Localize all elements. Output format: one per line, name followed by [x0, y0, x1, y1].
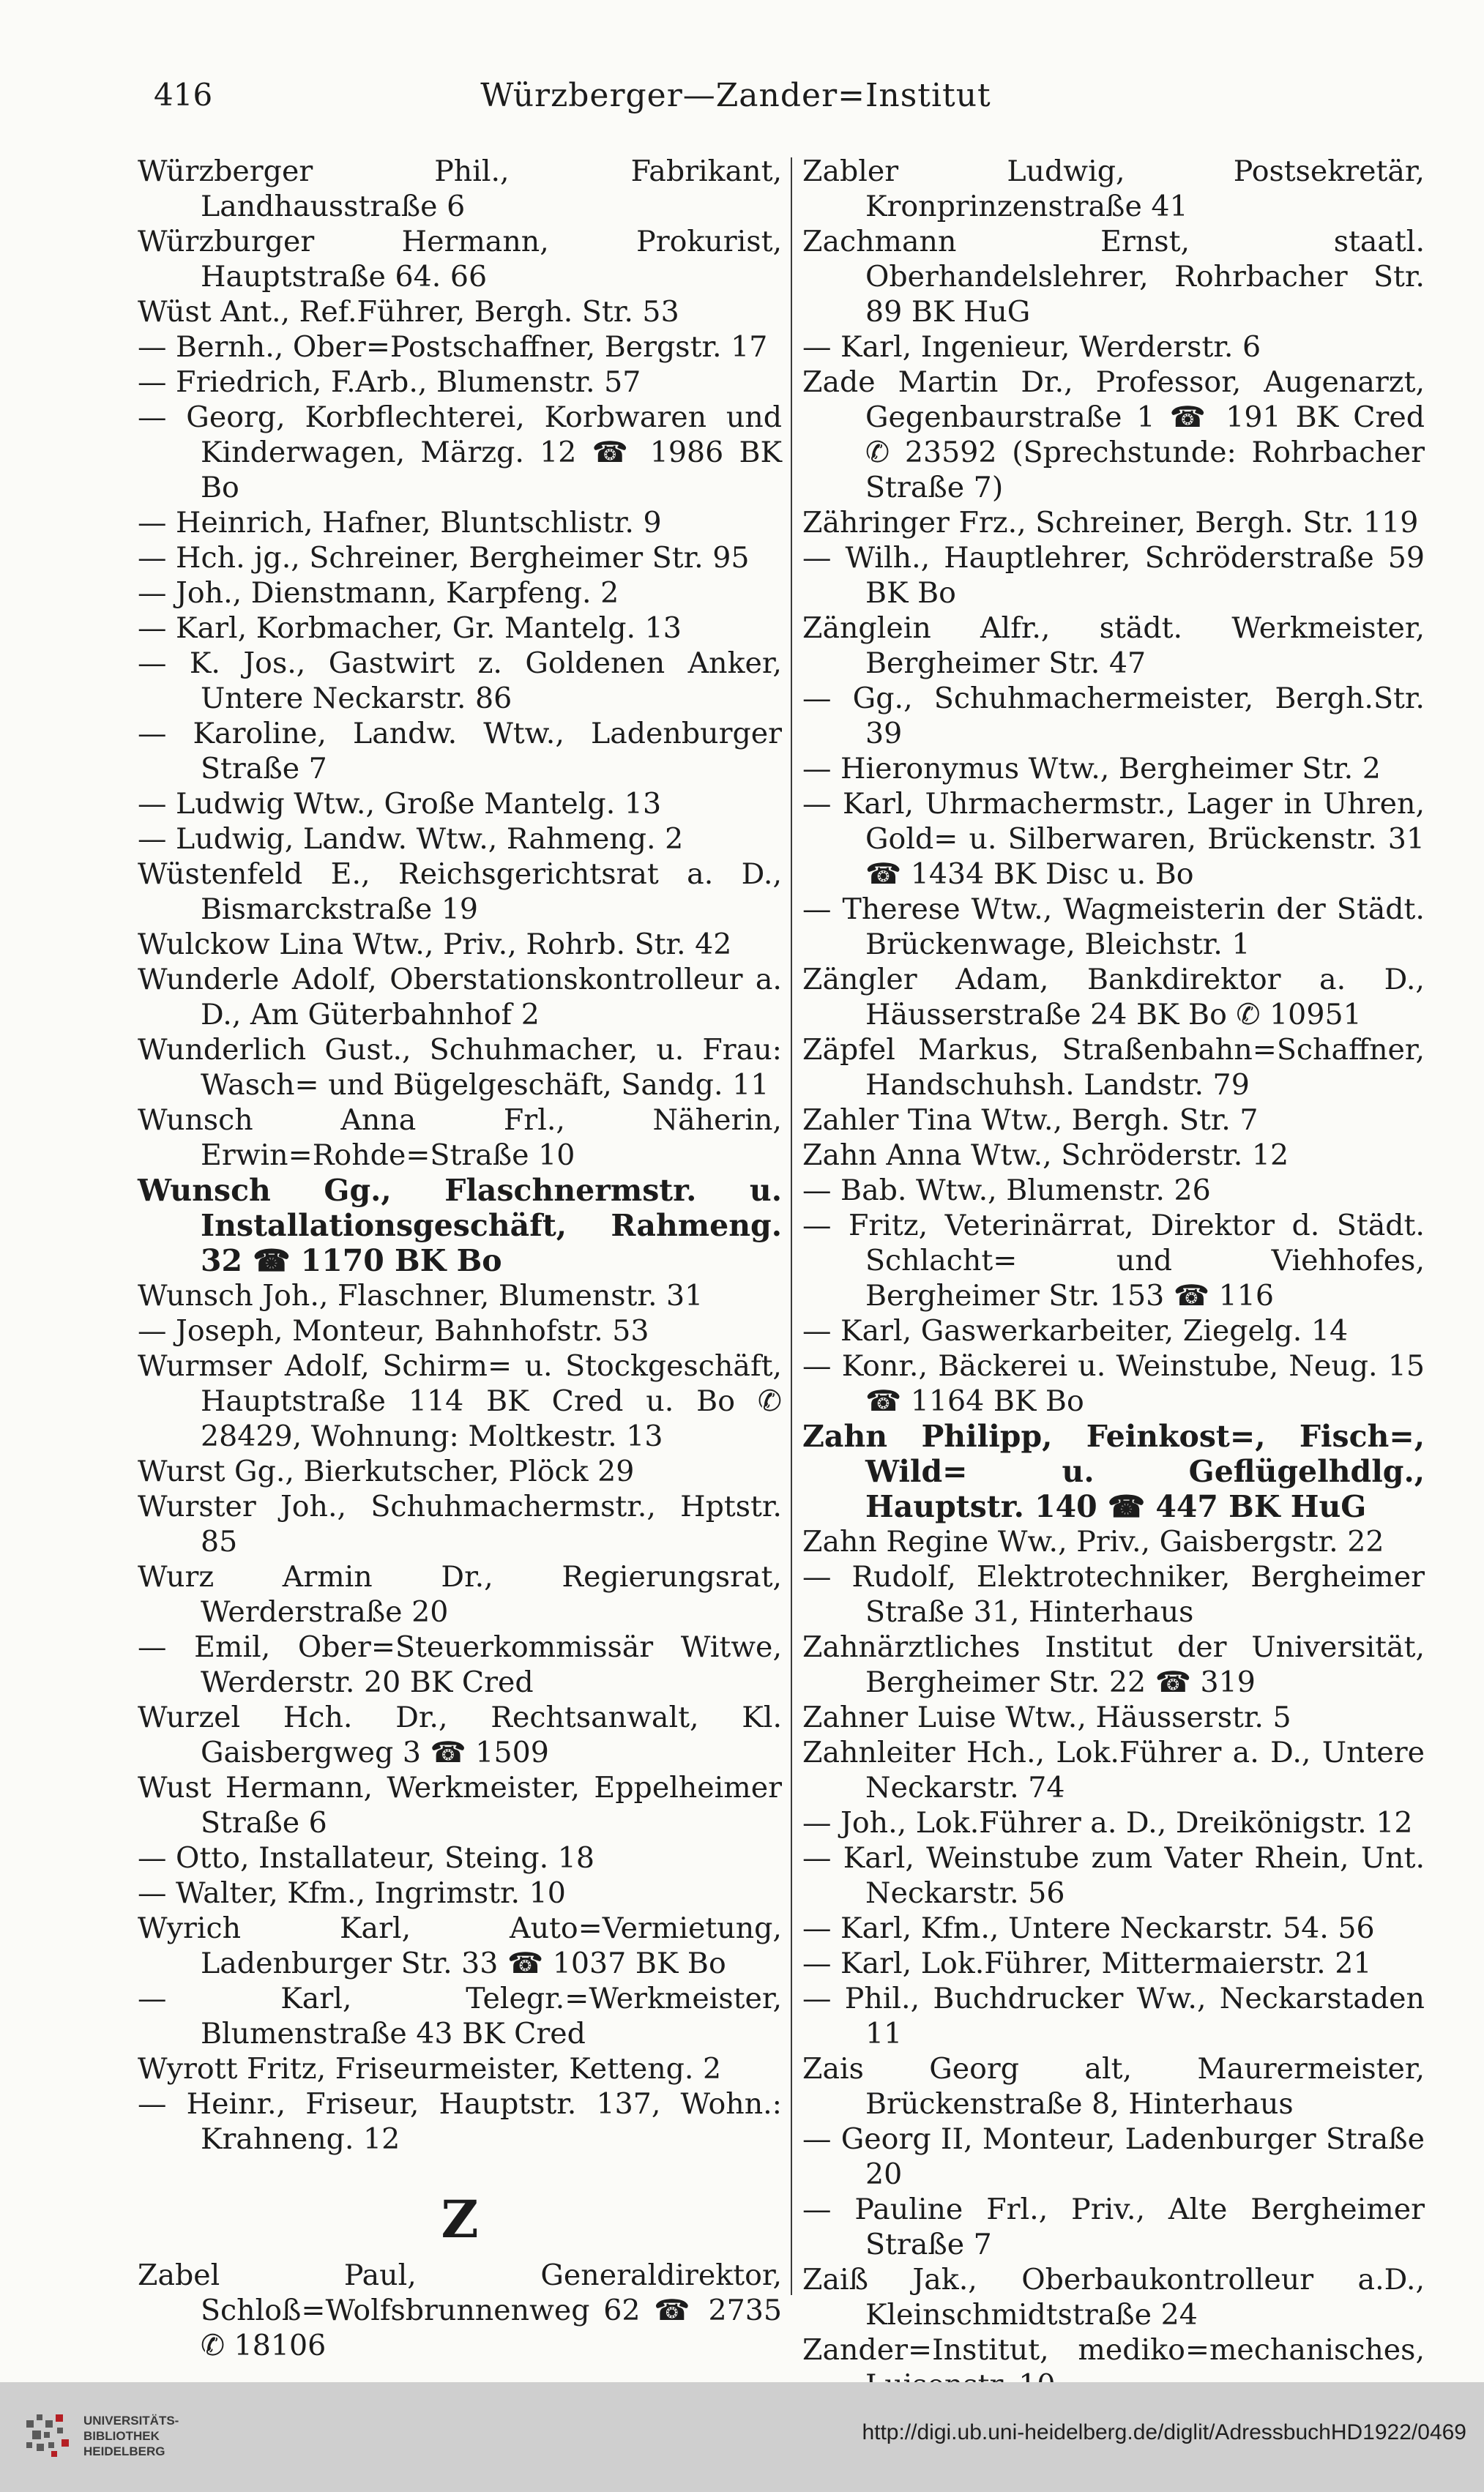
- directory-entry: Wurzel Hch. Dr., Rechtsanwalt, Kl. Gaisbergweg 3 ☎ 1509: [138, 1701, 782, 1769]
- directory-entry: — Heinr., Friseur, Hauptstr. 137, Wohn.: Krahneng. 12: [138, 2087, 782, 2156]
- right-column: [802, 154, 1425, 2367]
- directory-entry: Zahn Anna Wtw., Schröderstr. 12: [802, 1138, 1289, 1172]
- directory-entry: Zabler Ludwig, Postsekretär, Kronprinzenstraße 41: [802, 154, 1425, 223]
- directory-entry: Wurster Joh., Schuhmachermstr., Hptstr. 85: [138, 1490, 782, 1559]
- directory-entry: — Therese Wtw., Wagmeisterin der Städt. Brückenwage, Bleichstr. 1: [802, 892, 1425, 961]
- directory-entry: — Joh., Dienstmann, Karpfeng. 2: [138, 576, 619, 610]
- directory-entry: Zade Martin Dr., Professor, Augenarzt, Gegenbaurstraße 1 ☎ 191 BK Cred ✆ 23592 (Sprechstunde: Rohrbacher Straße 7): [802, 365, 1425, 504]
- directory-entry: — Otto, Installateur, Steing. 18: [138, 1841, 595, 1875]
- directory-entry: — K. Jos., Gastwirt z. Goldenen Anker, Untere Neckarstr. 86: [138, 646, 782, 715]
- directory-entry: — Emil, Ober=Steuerkommissär Witwe, Werderstr. 20 BK Cred: [138, 1630, 782, 1699]
- directory-entry: Wunderle Adolf, Oberstationskontrolleur a. D., Am Güterbahnhof 2: [138, 963, 782, 1032]
- directory-entry: Wunderlich Gust., Schuhmacher, u. Frau: Wasch= und Bügelgeschäft, Sandg. 11: [138, 1033, 782, 1102]
- directory-entry: — Karl, Ingenieur, Werderstr. 6: [802, 330, 1261, 364]
- directory-entry: Wüst Ant., Ref.Führer, Bergh. Str. 53: [138, 295, 679, 329]
- directory-entry: — Gg., Schuhmachermeister, Bergh.Str. 39: [802, 682, 1425, 750]
- directory-entry: — Phil., Buchdrucker Ww., Neckarstaden 11: [802, 1982, 1425, 2051]
- directory-entry: — Joseph, Monteur, Bahnhofstr. 53: [138, 1314, 649, 1348]
- directory-entry: — Wilh., Hauptlehrer, Schröderstraße 59 BK Bo: [802, 541, 1425, 610]
- directory-entry: — Karoline, Landw. Wtw., Ladenburger Straße 7: [138, 717, 782, 786]
- directory-entry: Zahnärztliches Institut der Universität, Bergheimer Str. 22 ☎ 319: [802, 1630, 1425, 1699]
- directory-entry: — Hch. jg., Schreiner, Bergheimer Str. 95: [138, 541, 750, 575]
- directory-entry: Wurmser Adolf, Schirm= u. Stockgeschäft, Hauptstraße 114 BK Cred u. Bo ✆ 28429, Wohnung: Moltkestr. 13: [138, 1349, 782, 1453]
- directory-entry: Wulckow Lina Wtw., Priv., Rohrb. Str. 42: [138, 928, 732, 961]
- directory-entry: — Joh., Lok.Führer a. D., Dreikönigstr. 12: [802, 1806, 1413, 1840]
- directory-entry: — Karl, Kfm., Untere Neckarstr. 54. 56: [802, 1911, 1375, 1945]
- directory-entry: — Ludwig Wtw., Große Mantelg. 13: [138, 787, 662, 821]
- directory-entry: — Pauline Frl., Priv., Alte Bergheimer Straße 7: [802, 2193, 1425, 2261]
- directory-entry: — Friedrich, F.Arb., Blumenstr. 57: [138, 365, 641, 399]
- source-url-link[interactable]: http://digi.ub.uni-heidelberg.de/diglit/AdressbuchHD1922/0469: [862, 2420, 1466, 2444]
- page-number: 416: [154, 77, 213, 113]
- directory-entry: — Hieronymus Wtw., Bergheimer Str. 2: [802, 752, 1381, 786]
- directory-entry: — Karl, Weinstube zum Vater Rhein, Unt. Neckarstr. 56: [802, 1841, 1425, 1910]
- directory-entry: — Georg, Korbflechterei, Korbwaren und Kinderwagen, Märzg. 12 ☎ 1986 BK Bo: [138, 400, 782, 504]
- directory-entry: — Georg II, Monteur, Ladenburger Straße 20: [802, 2122, 1425, 2191]
- library-logo[interactable]: [22, 2407, 205, 2470]
- directory-entry: Zänglein Alfr., städt. Werkmeister, Bergheimer Str. 47: [802, 611, 1425, 680]
- footer-bar: [0, 2382, 1484, 2492]
- directory-entry: — Konr., Bäckerei u. Weinstube, Neug. 15 ☎ 1164 BK Bo: [802, 1349, 1425, 1418]
- directory-entry: Wunsch Gg., Flaschnermstr. u. Installationsgeschäft, Rahmeng. 32 ☎ 1170 BK Bo: [138, 1173, 782, 1278]
- directory-entry: — Bernh., Ober=Postschaffner, Bergstr. 17: [138, 330, 768, 364]
- library-seal-icon: [22, 2410, 75, 2463]
- directory-entry: Zahn Regine Ww., Priv., Gaisbergstr. 22: [802, 1525, 1384, 1559]
- directory-entry: Zahner Luise Wtw., Häusserstr. 5: [802, 1701, 1291, 1734]
- directory-entry: — Rudolf, Elektrotechniker, Bergheimer Straße 31, Hinterhaus: [802, 1560, 1425, 1629]
- directory-entry: Wunsch Joh., Flaschner, Blumenstr. 31: [138, 1279, 704, 1313]
- directory-entry: Wüstenfeld E., Reichsgerichtsrat a. D., Bismarckstraße 19: [138, 857, 782, 926]
- directory-entry: Zahnleiter Hch., Lok.Führer a. D., Untere Neckarstr. 74: [802, 1736, 1425, 1805]
- directory-entry: — Ludwig, Landw. Wtw., Rahmeng. 2: [138, 822, 684, 856]
- directory-entry: Zäpfel Markus, Straßenbahn=Schaffner, Handschuhsh. Landstr. 79: [802, 1033, 1425, 1102]
- directory-entry: Wyrich Karl, Auto=Vermietung, Ladenburger Str. 33 ☎ 1037 BK Bo: [138, 1911, 782, 1980]
- left-column: [138, 154, 782, 2362]
- directory-entry: — Karl, Lok.Führer, Mittermaierstr. 21: [802, 1947, 1372, 1980]
- directory-entry: Zais Georg alt, Maurermeister, Brückenstraße 8, Hinterhaus: [802, 2052, 1425, 2121]
- directory-entry: Zahn Philipp, Feinkost=, Fisch=, Wild= u. Geflügelhdlg., Hauptstr. 140 ☎ 447 BK HuG: [802, 1419, 1425, 1524]
- running-head: Würzberger—Zander=Institut: [480, 77, 991, 114]
- directory-entry: — Bab. Wtw., Blumenstr. 26: [802, 1174, 1211, 1207]
- directory-entry: Würzberger Phil., Fabrikant, Landhausstraße 6: [138, 154, 782, 223]
- directory-entry: Wunsch Anna Frl., Näherin, Erwin=Rohde=Straße 10: [138, 1103, 782, 1172]
- directory-entry: Zahler Tina Wtw., Bergh. Str. 7: [802, 1103, 1259, 1137]
- directory-entry: — Heinrich, Hafner, Bluntschlistr. 9: [138, 506, 662, 540]
- library-name: UNIVERSITÄTS-BIBLIOTHEK HEIDELBERG: [83, 2414, 179, 2458]
- directory-entry: Zabel Paul, Generaldirektor, Schloß=Wolfsbrunnenweg 62 ☎ 2735 ✆ 18106: [138, 2258, 782, 2362]
- directory-entry: — Karl, Uhrmachermstr., Lager in Uhren, Gold= u. Silberwaren, Brückenstr. 31 ☎ 1434 BK Disc u. Bo: [802, 787, 1425, 891]
- directory-entry: — Karl, Gaswerkarbeiter, Ziegelg. 14: [802, 1314, 1349, 1348]
- directory-entry: — Fritz, Veterinärrat, Direktor d. Städt. Schlacht= und Viehhofes, Bergheimer Str. 153 ☎ 116: [802, 1209, 1425, 1313]
- directory-entry: Wurz Armin Dr., Regierungsrat, Werderstraße 20: [138, 1560, 782, 1629]
- page-header: [139, 70, 1332, 121]
- directory-entry: — Karl, Korbmacher, Gr. Mantelg. 13: [138, 611, 682, 645]
- directory-entry: Zähringer Frz., Schreiner, Bergh. Str. 119: [802, 506, 1419, 540]
- directory-entry: Zachmann Ernst, staatl. Oberhandelslehrer, Rohrbacher Str. 89 BK HuG: [802, 225, 1425, 329]
- directory-entry: Wyrott Fritz, Friseurmeister, Ketteng. 2: [138, 2052, 722, 2086]
- section-letter: Z: [441, 2189, 479, 2250]
- directory-entry: — Walter, Kfm., Ingrimstr. 10: [138, 1876, 566, 1910]
- directory-entry: Wust Hermann, Werkmeister, Eppelheimer Straße 6: [138, 1771, 782, 1840]
- column-divider: [791, 157, 792, 2295]
- directory-entry: Zängler Adam, Bankdirektor a. D., Häusserstraße 24 BK Bo ✆ 10951: [802, 963, 1425, 1032]
- directory-entry: Wurst Gg., Bierkutscher, Plöck 29: [138, 1455, 635, 1488]
- directory-entry: Zaiß Jak., Oberbaukontrolleur a.D., Kleinschmidtstraße 24: [802, 2263, 1425, 2332]
- directory-entry: — Karl, Telegr.=Werkmeister, Blumenstraße 43 BK Cred: [138, 1982, 782, 2051]
- directory-entry: Würzburger Hermann, Prokurist, Hauptstraße 64. 66: [138, 225, 782, 294]
- directory-entry: Zander=Institut, mediko=mechanisches,: [802, 2333, 1425, 2367]
